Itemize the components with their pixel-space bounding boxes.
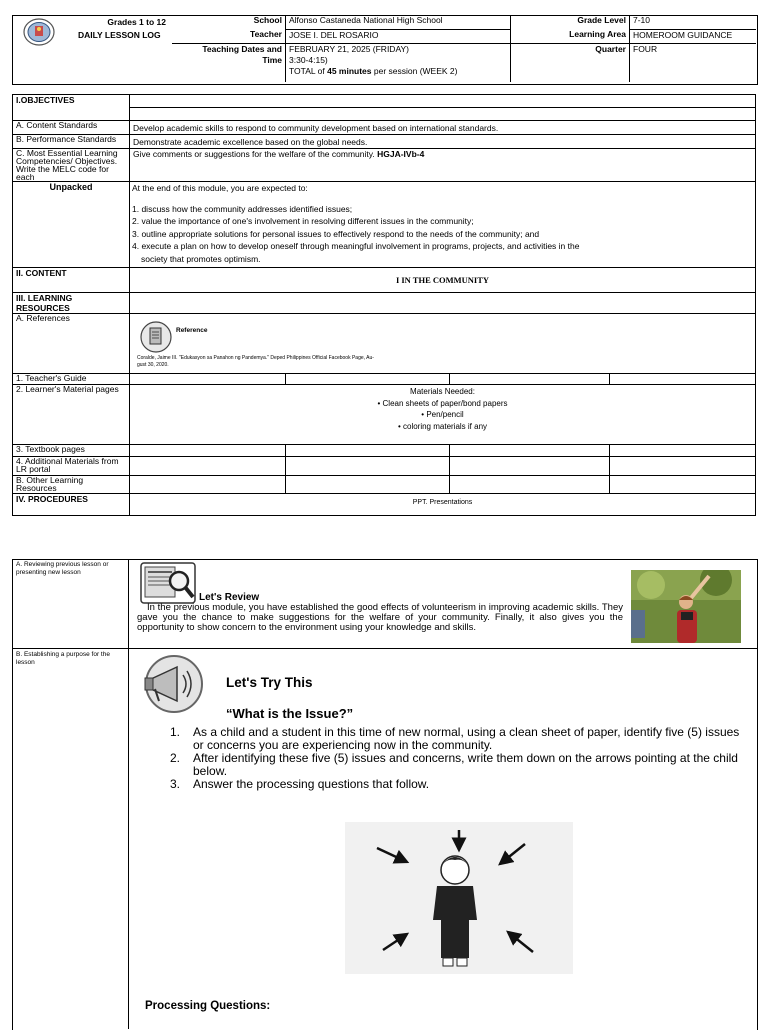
try-item-number: 3. xyxy=(170,777,181,791)
textbook-cell-3 xyxy=(450,445,610,457)
try-item-3 xyxy=(170,778,752,791)
learning-area-value: HOMEROOM GUIDANCE xyxy=(630,29,757,43)
try-list xyxy=(170,726,752,791)
materials-item: • coloring materials if any xyxy=(397,421,488,431)
performance-standards-label: B. Performance Standards xyxy=(13,135,130,149)
header-table xyxy=(172,15,756,82)
materials-item: • Pen/pencil xyxy=(421,410,464,419)
grades-label: Grades 1 to 12 xyxy=(107,17,166,27)
megaphone-icon xyxy=(137,653,211,715)
total-prefix: TOTAL of xyxy=(289,65,328,76)
newspaper-magnifier-icon xyxy=(139,561,197,605)
school-label: School xyxy=(172,15,286,29)
unpacked-cell xyxy=(130,182,756,268)
dates-value-line2: 3:30-4:15) xyxy=(289,54,328,65)
procedures-divider-v xyxy=(128,559,129,1029)
materials-item: • Clean sheets of paper/bond papers xyxy=(377,398,508,408)
try-item-number: 2. xyxy=(170,751,181,765)
content-title: I IN THE COMMUNITY xyxy=(130,268,756,293)
try-item-text: After identifying these five (5) issues and concerns, write them down on the arrows pointing at the child below. xyxy=(193,751,738,778)
unpacked-item-4-cont: society that promotes optimism. xyxy=(141,253,261,264)
processing-title: Processing Questions: xyxy=(145,1000,271,1012)
resources-blank xyxy=(130,293,756,314)
review-label: A. Reviewing previous lesson or presenting new lesson xyxy=(16,561,109,576)
grade-level-label: Grade Level xyxy=(511,15,630,29)
try-item-text: As a child and a student in this time of new normal, using a clean sheet of paper, identify five (5) issues or concerns you are experiencing now in the community. xyxy=(193,725,740,752)
content-standards-label: A. Content Standards xyxy=(13,121,130,135)
purpose-label: B. Establishing a purpose for the lesson xyxy=(16,651,110,666)
dates-value-line3 xyxy=(289,66,507,77)
unpacked-item-1: 1. discuss how the community addresses identified issues; xyxy=(132,203,353,214)
try-item-1 xyxy=(170,726,752,752)
reference-icon xyxy=(139,320,173,354)
issue-title: “What is the Issue?” xyxy=(226,706,354,721)
textbook-cell-2 xyxy=(286,445,450,457)
additional-cell-2 xyxy=(286,457,450,476)
learners-material-label: 2. Learner's Material pages xyxy=(13,385,130,445)
additional-materials-label: 4. Additional Materials from LR portal xyxy=(13,457,130,476)
content-heading: II. CONTENT xyxy=(13,268,130,293)
ppt-presentations: PPT. Presentations xyxy=(130,494,756,516)
dates-label-line2: Time xyxy=(262,54,282,65)
teachers-guide-label: 1. Teacher's Guide xyxy=(13,374,130,385)
content-standards-text: Develop academic skills to respond to community development based on international standards. xyxy=(130,121,756,135)
learning-area-label: Learning Area xyxy=(511,29,630,43)
lesson-table xyxy=(12,94,756,516)
total-suffix: per session (WEEK 2) xyxy=(371,65,458,76)
objectives-blank-1 xyxy=(130,95,756,108)
references-label: A. References xyxy=(13,314,130,374)
child-arrows-illustration xyxy=(345,822,573,974)
unpacked-item-3: 3. outline appropriate solutions for personal issues to effectively respond to the needs of the community; and xyxy=(132,228,540,239)
textbook-label: 3. Textbook pages xyxy=(13,445,130,457)
total-minutes: 45 minutes xyxy=(327,65,372,76)
procedures-divider-h xyxy=(12,648,757,649)
teachers-guide-cell-2 xyxy=(286,374,450,385)
reference-citation-2: gust 30, 2020. xyxy=(137,362,169,368)
other-cell-1 xyxy=(130,476,286,494)
deped-seal-icon xyxy=(22,17,56,47)
additional-cell-4 xyxy=(610,457,756,476)
textbook-cell-4 xyxy=(610,445,756,457)
dates-label-line1: Teaching Dates and xyxy=(202,43,282,54)
review-text: In the previous module, you have established the good effects of volunteerism in improving academic skills. They gave you the chance to make suggestions for the welfare of your community. Finally, it also gives you the opportunity to show concern to the environment using your knowledge and skills. xyxy=(137,602,623,633)
try-item-2 xyxy=(170,752,752,778)
melc-label: C. Most Essential Learning Competencies/ Objectives. Write the MELC code for each xyxy=(13,149,130,182)
additional-cell-1 xyxy=(130,457,286,476)
school-value: Alfonso Castaneda National High School xyxy=(286,15,511,29)
materials-cell xyxy=(130,385,756,445)
dates-label xyxy=(172,43,286,82)
objectives-heading: I.OBJECTIVES xyxy=(13,95,130,121)
teachers-guide-cell-3 xyxy=(450,374,610,385)
textbook-cell-1 xyxy=(130,445,286,457)
teacher-label: Teacher xyxy=(172,29,286,43)
other-cell-3 xyxy=(450,476,610,494)
references-cell xyxy=(130,314,756,374)
try-title: Let's Try This xyxy=(226,675,313,690)
other-resources-label: B. Other Learning Resources xyxy=(13,476,130,494)
melc-code: HGJA-IVb-4 xyxy=(377,149,425,159)
teachers-guide-cell-4 xyxy=(610,374,756,385)
other-cell-2 xyxy=(286,476,450,494)
dates-value-line1: FEBRUARY 21, 2025 (FRIDAY) xyxy=(289,43,409,54)
dates-value xyxy=(286,43,511,82)
volunteer-photo xyxy=(631,570,741,643)
grade-level-value: 7-10 xyxy=(630,15,757,29)
unpacked-item-2: 2. value the importance of one's involvement in resolving different issues in the community; xyxy=(132,216,474,226)
review-title: Let's Review xyxy=(199,592,260,603)
reference-title: Reference xyxy=(176,327,208,334)
additional-cell-3 xyxy=(450,457,610,476)
performance-standards-text: Demonstrate academic excellence based on the global needs. xyxy=(130,135,756,149)
try-item-text: Answer the processing questions that follow. xyxy=(193,777,430,791)
melc-cell xyxy=(130,149,756,182)
objectives-blank-2 xyxy=(130,108,756,121)
unpacked-label: Unpacked xyxy=(13,182,130,268)
materials-heading: Materials Needed: xyxy=(410,387,475,396)
try-item-number: 1. xyxy=(170,725,181,739)
materials-list xyxy=(133,398,752,433)
teacher-value: JOSE I. DEL ROSARIO xyxy=(286,29,511,43)
unpacked-item-4: 4. execute a plan on how to develop oneself through meaningful involvement in programs, projects, and activities in the xyxy=(132,241,580,251)
teachers-guide-cell-1 xyxy=(130,374,286,385)
log-title: DAILY LESSON LOG xyxy=(78,30,161,40)
quarter-label: Quarter xyxy=(511,43,630,82)
reference-citation-1: Coralde, Jaime III. "Edukasyon sa Panahon ng Pandemya." Deped Philippines Official Facebook Page, Au- xyxy=(137,355,374,361)
quarter-value: FOUR xyxy=(630,43,757,82)
procedures-heading: IV. PROCEDURES xyxy=(13,494,130,516)
unpacked-intro: At the end of this module, you are expected to: xyxy=(132,183,308,193)
other-cell-4 xyxy=(610,476,756,494)
resources-heading: III. LEARNING RESOURCES xyxy=(13,293,130,314)
melc-text: Give comments or suggestions for the welfare of the community. xyxy=(133,149,378,159)
